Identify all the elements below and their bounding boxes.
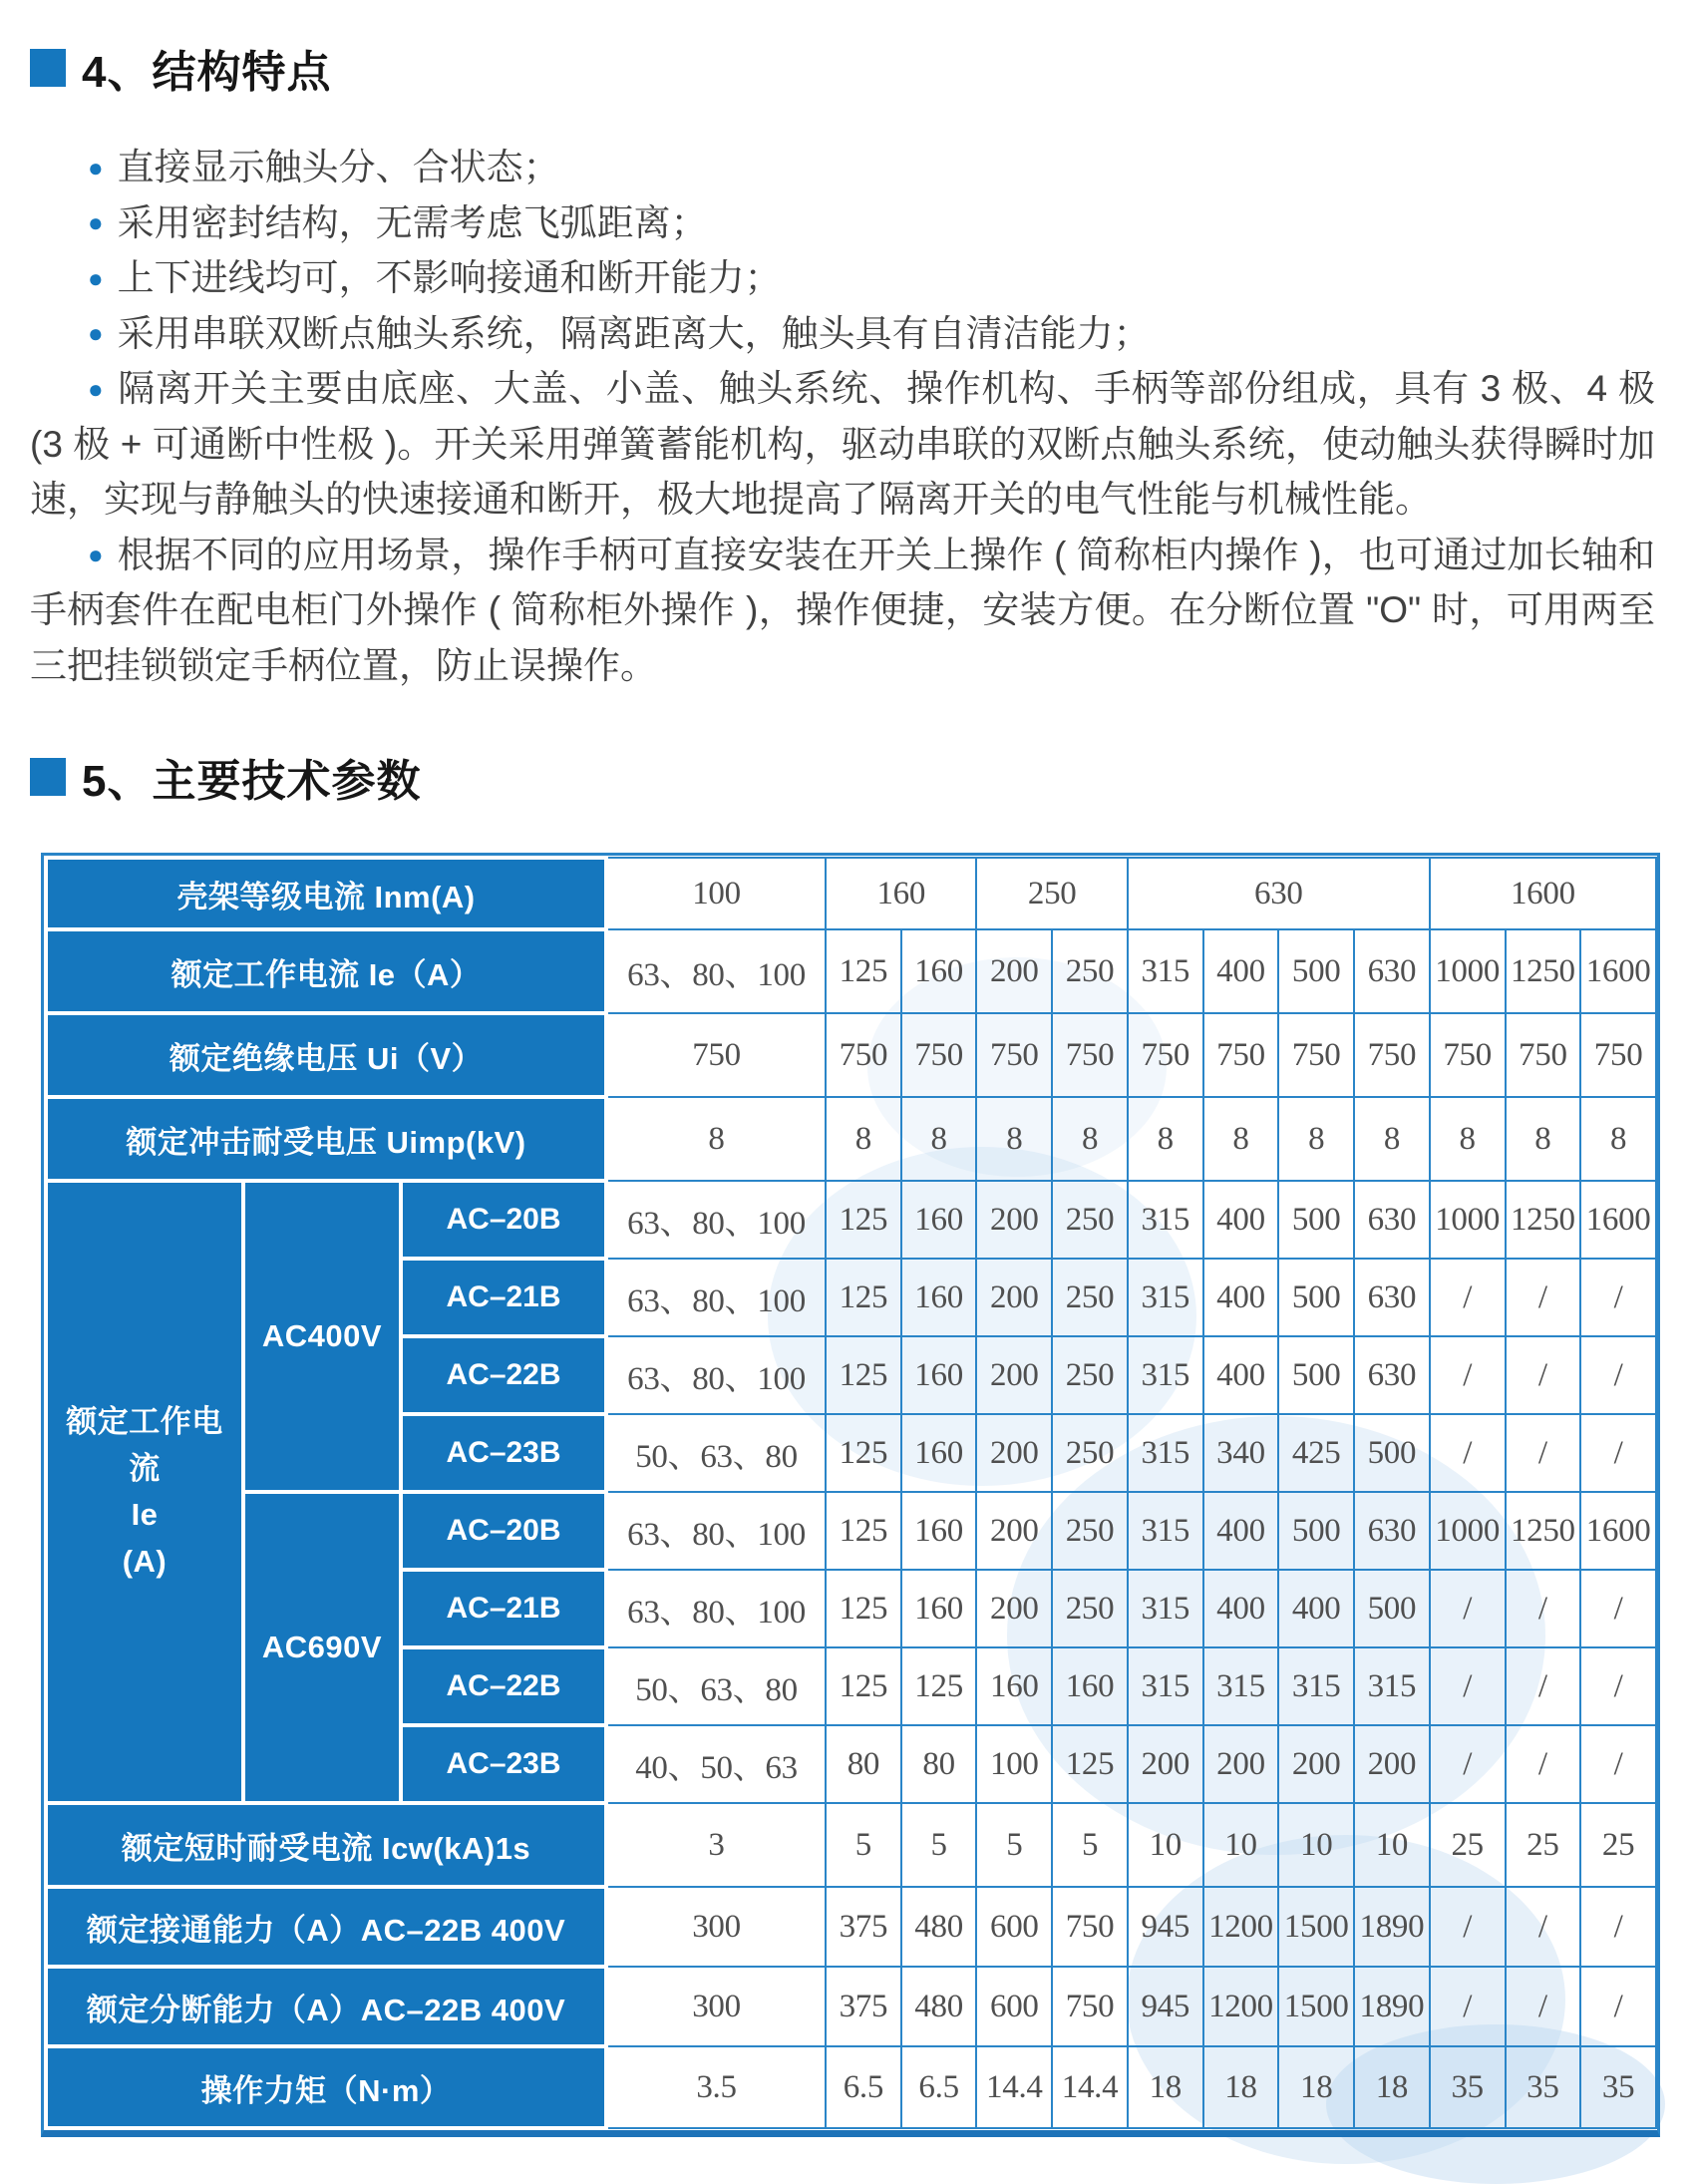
category-label: AC–20B [401, 1492, 606, 1570]
value-cell: 480 [901, 1887, 977, 1967]
value-cell: 1500 [1278, 1887, 1354, 1967]
value-cell: 250 [1052, 1259, 1128, 1336]
value-cell: 35 [1506, 2046, 1581, 2128]
value-cell: / [1506, 1887, 1581, 1967]
value-cell: 1000 [1430, 1181, 1506, 1259]
feature-item [30, 361, 1655, 528]
value-cell: 200 [976, 1181, 1052, 1259]
row-label: 额定冲击耐受电压 Uimp(kV) [46, 1097, 606, 1181]
value-cell: 25 [1506, 1803, 1581, 1887]
value-cell: 8 [1203, 1097, 1279, 1181]
value-cell: 300 [606, 1967, 826, 2046]
value-cell: 18 [1278, 2046, 1354, 2128]
section4-heading [30, 36, 1655, 100]
value-cell: 750 [1052, 1887, 1128, 1967]
bullet-dot-icon: ● [88, 154, 104, 182]
value-cell: 750 [826, 1013, 901, 1097]
table-row [46, 1492, 1656, 1570]
value-cell: 1890 [1354, 1967, 1430, 2046]
value-cell: / [1506, 1967, 1581, 2046]
table-row [46, 929, 1656, 1013]
value-cell: 50、63、80 [606, 1414, 826, 1492]
row-label: 壳架等级电流 Inm(A) [46, 858, 606, 929]
value-cell: 250 [1052, 1414, 1128, 1492]
voltage-group-label: AC690V [243, 1492, 401, 1803]
value-cell: 18 [1128, 2046, 1203, 2128]
value-cell: 945 [1128, 1887, 1203, 1967]
category-label: AC–22B [401, 1647, 606, 1725]
value-cell: 8 [901, 1097, 977, 1181]
table-row [46, 1803, 1656, 1887]
value-cell: 630 [1354, 929, 1430, 1013]
value-cell: 18 [1354, 2046, 1430, 2128]
value-cell: 1000 [1430, 1492, 1506, 1570]
value-cell: 5 [901, 1803, 977, 1887]
value-cell: 1000 [1430, 929, 1506, 1013]
value-cell: 630 [1354, 1336, 1430, 1414]
value-cell: 315 [1128, 929, 1203, 1013]
value-cell: / [1580, 1887, 1656, 1967]
tech-params-table [44, 856, 1657, 2130]
value-cell: 315 [1128, 1259, 1203, 1336]
value-cell: 100 [976, 1725, 1052, 1803]
row-label: 操作力矩（N·m） [46, 2046, 606, 2128]
value-cell: 315 [1128, 1181, 1203, 1259]
value-cell: 315 [1203, 1647, 1279, 1725]
row-label: 额定工作电流 Ie（A） [46, 929, 606, 1013]
value-cell: 375 [826, 1967, 901, 2046]
value-cell: 500 [1278, 929, 1354, 1013]
main-left-label-line: Ie [131, 1497, 159, 1532]
value-cell: 8 [606, 1097, 826, 1181]
value-cell: 200 [976, 1259, 1052, 1336]
value-cell: / [1506, 1414, 1581, 1492]
value-cell: 160 [901, 1414, 977, 1492]
value-cell: 160 [976, 1647, 1052, 1725]
feature-text: 根据不同的应用场景，操作手柄可直接安装在开关上操作 ( 简称柜内操作 )，也可通过加长轴和手柄套件在配电柜门外操作 ( 简称柜外操作 )，操作便捷，安装方便。在分断位置 "O" 时，可用两至三把挂锁锁定手柄位置，防止误操作。 [30, 534, 1655, 686]
value-cell: 500 [1278, 1181, 1354, 1259]
value-cell: 1890 [1354, 1887, 1430, 1967]
value-cell: 200 [976, 1414, 1052, 1492]
bullet-dot-icon: ● [88, 264, 104, 293]
value-cell: 63、80、100 [606, 1492, 826, 1570]
category-label: AC–23B [401, 1725, 606, 1803]
value-cell: 750 [1203, 1013, 1279, 1097]
value-cell: 200 [976, 929, 1052, 1013]
value-cell: 315 [1128, 1336, 1203, 1414]
value-cell: 250 [1052, 929, 1128, 1013]
value-cell: 750 [976, 1013, 1052, 1097]
value-cell: 10 [1128, 1803, 1203, 1887]
value-cell: 1600 [1580, 929, 1656, 1013]
value-cell: / [1430, 1259, 1506, 1336]
value-cell: 750 [1506, 1013, 1581, 1097]
main-left-label-line: (A) [122, 1543, 168, 1579]
value-cell: 25 [1430, 1803, 1506, 1887]
value-cell: / [1580, 1967, 1656, 2046]
value-cell: 40、50、63 [606, 1725, 826, 1803]
value-cell: 8 [1580, 1097, 1656, 1181]
bullet-dot-icon: ● [88, 320, 104, 349]
category-label: AC–22B [401, 1336, 606, 1414]
value-cell: 1250 [1506, 929, 1581, 1013]
value-cell: / [1580, 1414, 1656, 1492]
value-cell: 750 [1128, 1013, 1203, 1097]
value-cell: / [1580, 1725, 1656, 1803]
value-cell: 125 [826, 929, 901, 1013]
value-cell: 125 [1052, 1725, 1128, 1803]
value-cell: 750 [606, 1013, 826, 1097]
feature-list [30, 140, 1655, 693]
section5-heading-text: 5、主要技术参数 [82, 757, 422, 806]
value-cell: 100 [606, 858, 826, 929]
feature-text: 采用串联双断点触头系统，隔离距离大，触头具有自清洁能力； [117, 312, 1151, 354]
value-cell: 945 [1128, 1967, 1203, 2046]
value-cell: 1200 [1203, 1887, 1279, 1967]
value-cell: 315 [1128, 1570, 1203, 1647]
value-cell: 160 [901, 1181, 977, 1259]
value-cell: 160 [826, 858, 976, 929]
value-cell: 8 [826, 1097, 901, 1181]
value-cell: 50、63、80 [606, 1647, 826, 1725]
value-cell: 400 [1203, 1336, 1279, 1414]
table-row [46, 1097, 1656, 1181]
value-cell: / [1580, 1336, 1656, 1414]
value-cell: / [1430, 1336, 1506, 1414]
value-cell: 630 [1354, 1492, 1430, 1570]
tech-params-table-wrap [41, 853, 1660, 2137]
value-cell: 5 [1052, 1803, 1128, 1887]
value-cell: 10 [1278, 1803, 1354, 1887]
value-cell: 750 [1052, 1967, 1128, 2046]
value-cell: 600 [976, 1887, 1052, 1967]
value-cell: 160 [901, 1570, 977, 1647]
table-row [46, 1967, 1656, 2046]
feature-item [30, 250, 1655, 306]
value-cell: / [1580, 1647, 1656, 1725]
value-cell: 400 [1203, 929, 1279, 1013]
value-cell: 8 [976, 1097, 1052, 1181]
section4-heading-text: 4、结构特点 [82, 48, 332, 97]
feature-item [30, 195, 1655, 251]
feature-text: 采用密封结构，无需考虑飞弧距离； [117, 201, 708, 243]
value-cell: 80 [901, 1725, 977, 1803]
feature-item [30, 528, 1655, 694]
table-row [46, 1181, 1656, 1259]
value-cell: 8 [1052, 1097, 1128, 1181]
feature-text: 上下进线均可，不影响接通和断开能力； [117, 257, 782, 298]
category-label: AC–23B [401, 1414, 606, 1492]
value-cell: 750 [1430, 1013, 1506, 1097]
bullet-dot-icon: ● [88, 542, 104, 570]
value-cell: 5 [976, 1803, 1052, 1887]
value-cell: 200 [976, 1336, 1052, 1414]
value-cell: 400 [1203, 1181, 1279, 1259]
value-cell: 35 [1580, 2046, 1656, 2128]
value-cell: 8 [1430, 1097, 1506, 1181]
value-cell: 315 [1278, 1647, 1354, 1725]
value-cell: / [1506, 1647, 1581, 1725]
value-cell: / [1506, 1570, 1581, 1647]
value-cell: / [1430, 1887, 1506, 1967]
category-label: AC–20B [401, 1181, 606, 1259]
value-cell: 375 [826, 1887, 901, 1967]
blue-square-icon [30, 49, 66, 87]
value-cell: 1500 [1278, 1967, 1354, 2046]
value-cell: 8 [1354, 1097, 1430, 1181]
value-cell: 630 [1128, 858, 1430, 929]
value-cell: / [1430, 1570, 1506, 1647]
row-label: 额定短时耐受电流 Icw(kA)1s [46, 1803, 606, 1887]
value-cell: 200 [1354, 1725, 1430, 1803]
value-cell: 400 [1203, 1570, 1279, 1647]
value-cell: 250 [1052, 1570, 1128, 1647]
value-cell: 200 [976, 1492, 1052, 1570]
value-cell: 600 [976, 1967, 1052, 2046]
category-label: AC–21B [401, 1570, 606, 1647]
blue-square-icon [30, 758, 66, 796]
value-cell: 315 [1128, 1492, 1203, 1570]
value-cell: 630 [1354, 1259, 1430, 1336]
value-cell: / [1430, 1725, 1506, 1803]
value-cell: 10 [1203, 1803, 1279, 1887]
value-cell: 480 [901, 1967, 977, 2046]
value-cell: 8 [1278, 1097, 1354, 1181]
value-cell: 750 [1278, 1013, 1354, 1097]
value-cell: 125 [826, 1259, 901, 1336]
value-cell: / [1506, 1725, 1581, 1803]
value-cell: 400 [1278, 1570, 1354, 1647]
value-cell: 200 [1128, 1725, 1203, 1803]
feature-item [30, 140, 1655, 195]
value-cell: 1600 [1430, 858, 1656, 929]
value-cell: 3.5 [606, 2046, 826, 2128]
value-cell: 160 [901, 1492, 977, 1570]
value-cell: 250 [976, 858, 1127, 929]
voltage-group-label: AC400V [243, 1181, 401, 1492]
value-cell: / [1430, 1647, 1506, 1725]
value-cell: 35 [1430, 2046, 1506, 2128]
value-cell: 500 [1278, 1336, 1354, 1414]
value-cell: 750 [1580, 1013, 1656, 1097]
value-cell: / [1580, 1259, 1656, 1336]
value-cell: 63、80、100 [606, 1570, 826, 1647]
table-row [46, 858, 1656, 929]
value-cell: 1250 [1506, 1492, 1581, 1570]
main-left-label [46, 1181, 243, 1803]
value-cell: 250 [1052, 1336, 1128, 1414]
value-cell: 500 [1354, 1414, 1430, 1492]
feature-text: 隔离开关主要由底座、大盖、小盖、触头系统、操作机构、手柄等部份组成，具有 3 极、4 极 (3 极 + 可通断中性极 )。开关采用弹簧蓄能机构，驱动串联的双断点触头系统，使动触头获得瞬时加速，实现与静触头的快速接通和断开，极大地提高了隔离开关的电气性能与机械性能。 [30, 368, 1655, 520]
value-cell: 125 [901, 1647, 977, 1725]
feature-item [30, 306, 1655, 362]
value-cell: 160 [1052, 1647, 1128, 1725]
value-cell: 750 [1354, 1013, 1430, 1097]
value-cell: 125 [826, 1492, 901, 1570]
value-cell: 1250 [1506, 1181, 1581, 1259]
table-row [46, 2046, 1656, 2128]
value-cell: 63、80、100 [606, 929, 826, 1013]
row-label: 额定接通能力（A）AC–22B 400V [46, 1887, 606, 1967]
value-cell: 1600 [1580, 1181, 1656, 1259]
value-cell: 63、80、100 [606, 1336, 826, 1414]
value-cell: / [1430, 1414, 1506, 1492]
value-cell: 250 [1052, 1181, 1128, 1259]
value-cell: 315 [1354, 1647, 1430, 1725]
value-cell: 400 [1203, 1492, 1279, 1570]
value-cell: 750 [901, 1013, 977, 1097]
value-cell: 315 [1128, 1647, 1203, 1725]
value-cell: 340 [1203, 1414, 1279, 1492]
value-cell: 10 [1354, 1803, 1430, 1887]
value-cell: 630 [1354, 1181, 1430, 1259]
value-cell: 200 [976, 1570, 1052, 1647]
value-cell: 500 [1354, 1570, 1430, 1647]
value-cell: 14.4 [1052, 2046, 1128, 2128]
row-label: 额定绝缘电压 Ui（V） [46, 1013, 606, 1097]
value-cell: 200 [1203, 1725, 1279, 1803]
value-cell: 6.5 [826, 2046, 901, 2128]
value-cell: 63、80、100 [606, 1259, 826, 1336]
bullet-dot-icon: ● [88, 209, 104, 238]
value-cell: 1600 [1580, 1492, 1656, 1570]
main-left-label-line: 额定工作电流 [66, 1404, 223, 1486]
value-cell: 125 [826, 1647, 901, 1725]
table-row [46, 1013, 1656, 1097]
value-cell: 125 [826, 1570, 901, 1647]
value-cell: 80 [826, 1725, 901, 1803]
value-cell: / [1506, 1336, 1581, 1414]
value-cell: 6.5 [901, 2046, 977, 2128]
row-label: 额定分断能力（A）AC–22B 400V [46, 1967, 606, 2046]
value-cell: 425 [1278, 1414, 1354, 1492]
value-cell: 1200 [1203, 1967, 1279, 2046]
bullet-dot-icon: ● [88, 375, 105, 404]
value-cell: 160 [901, 929, 977, 1013]
value-cell: 63、80、100 [606, 1181, 826, 1259]
value-cell: 14.4 [976, 2046, 1052, 2128]
value-cell: / [1430, 1967, 1506, 2046]
value-cell: 200 [1278, 1725, 1354, 1803]
value-cell: 5 [826, 1803, 901, 1887]
value-cell: 250 [1052, 1492, 1128, 1570]
value-cell: 500 [1278, 1492, 1354, 1570]
value-cell: 315 [1128, 1414, 1203, 1492]
value-cell: 8 [1506, 1097, 1581, 1181]
section5-heading [30, 745, 1655, 809]
value-cell: 160 [901, 1336, 977, 1414]
value-cell: 160 [901, 1259, 977, 1336]
value-cell: 300 [606, 1887, 826, 1967]
value-cell: 400 [1203, 1259, 1279, 1336]
value-cell: 18 [1203, 2046, 1279, 2128]
value-cell: 750 [1052, 1013, 1128, 1097]
value-cell: 500 [1278, 1259, 1354, 1336]
feature-text: 直接显示触头分、合状态； [117, 147, 560, 187]
value-cell: / [1506, 1259, 1581, 1336]
value-cell: 125 [826, 1181, 901, 1259]
value-cell: 25 [1580, 1803, 1656, 1887]
value-cell: 3 [606, 1803, 826, 1887]
value-cell: 125 [826, 1336, 901, 1414]
value-cell: 8 [1128, 1097, 1203, 1181]
value-cell: / [1580, 1570, 1656, 1647]
category-label: AC–21B [401, 1259, 606, 1336]
table-row [46, 1887, 1656, 1967]
value-cell: 125 [826, 1414, 901, 1492]
